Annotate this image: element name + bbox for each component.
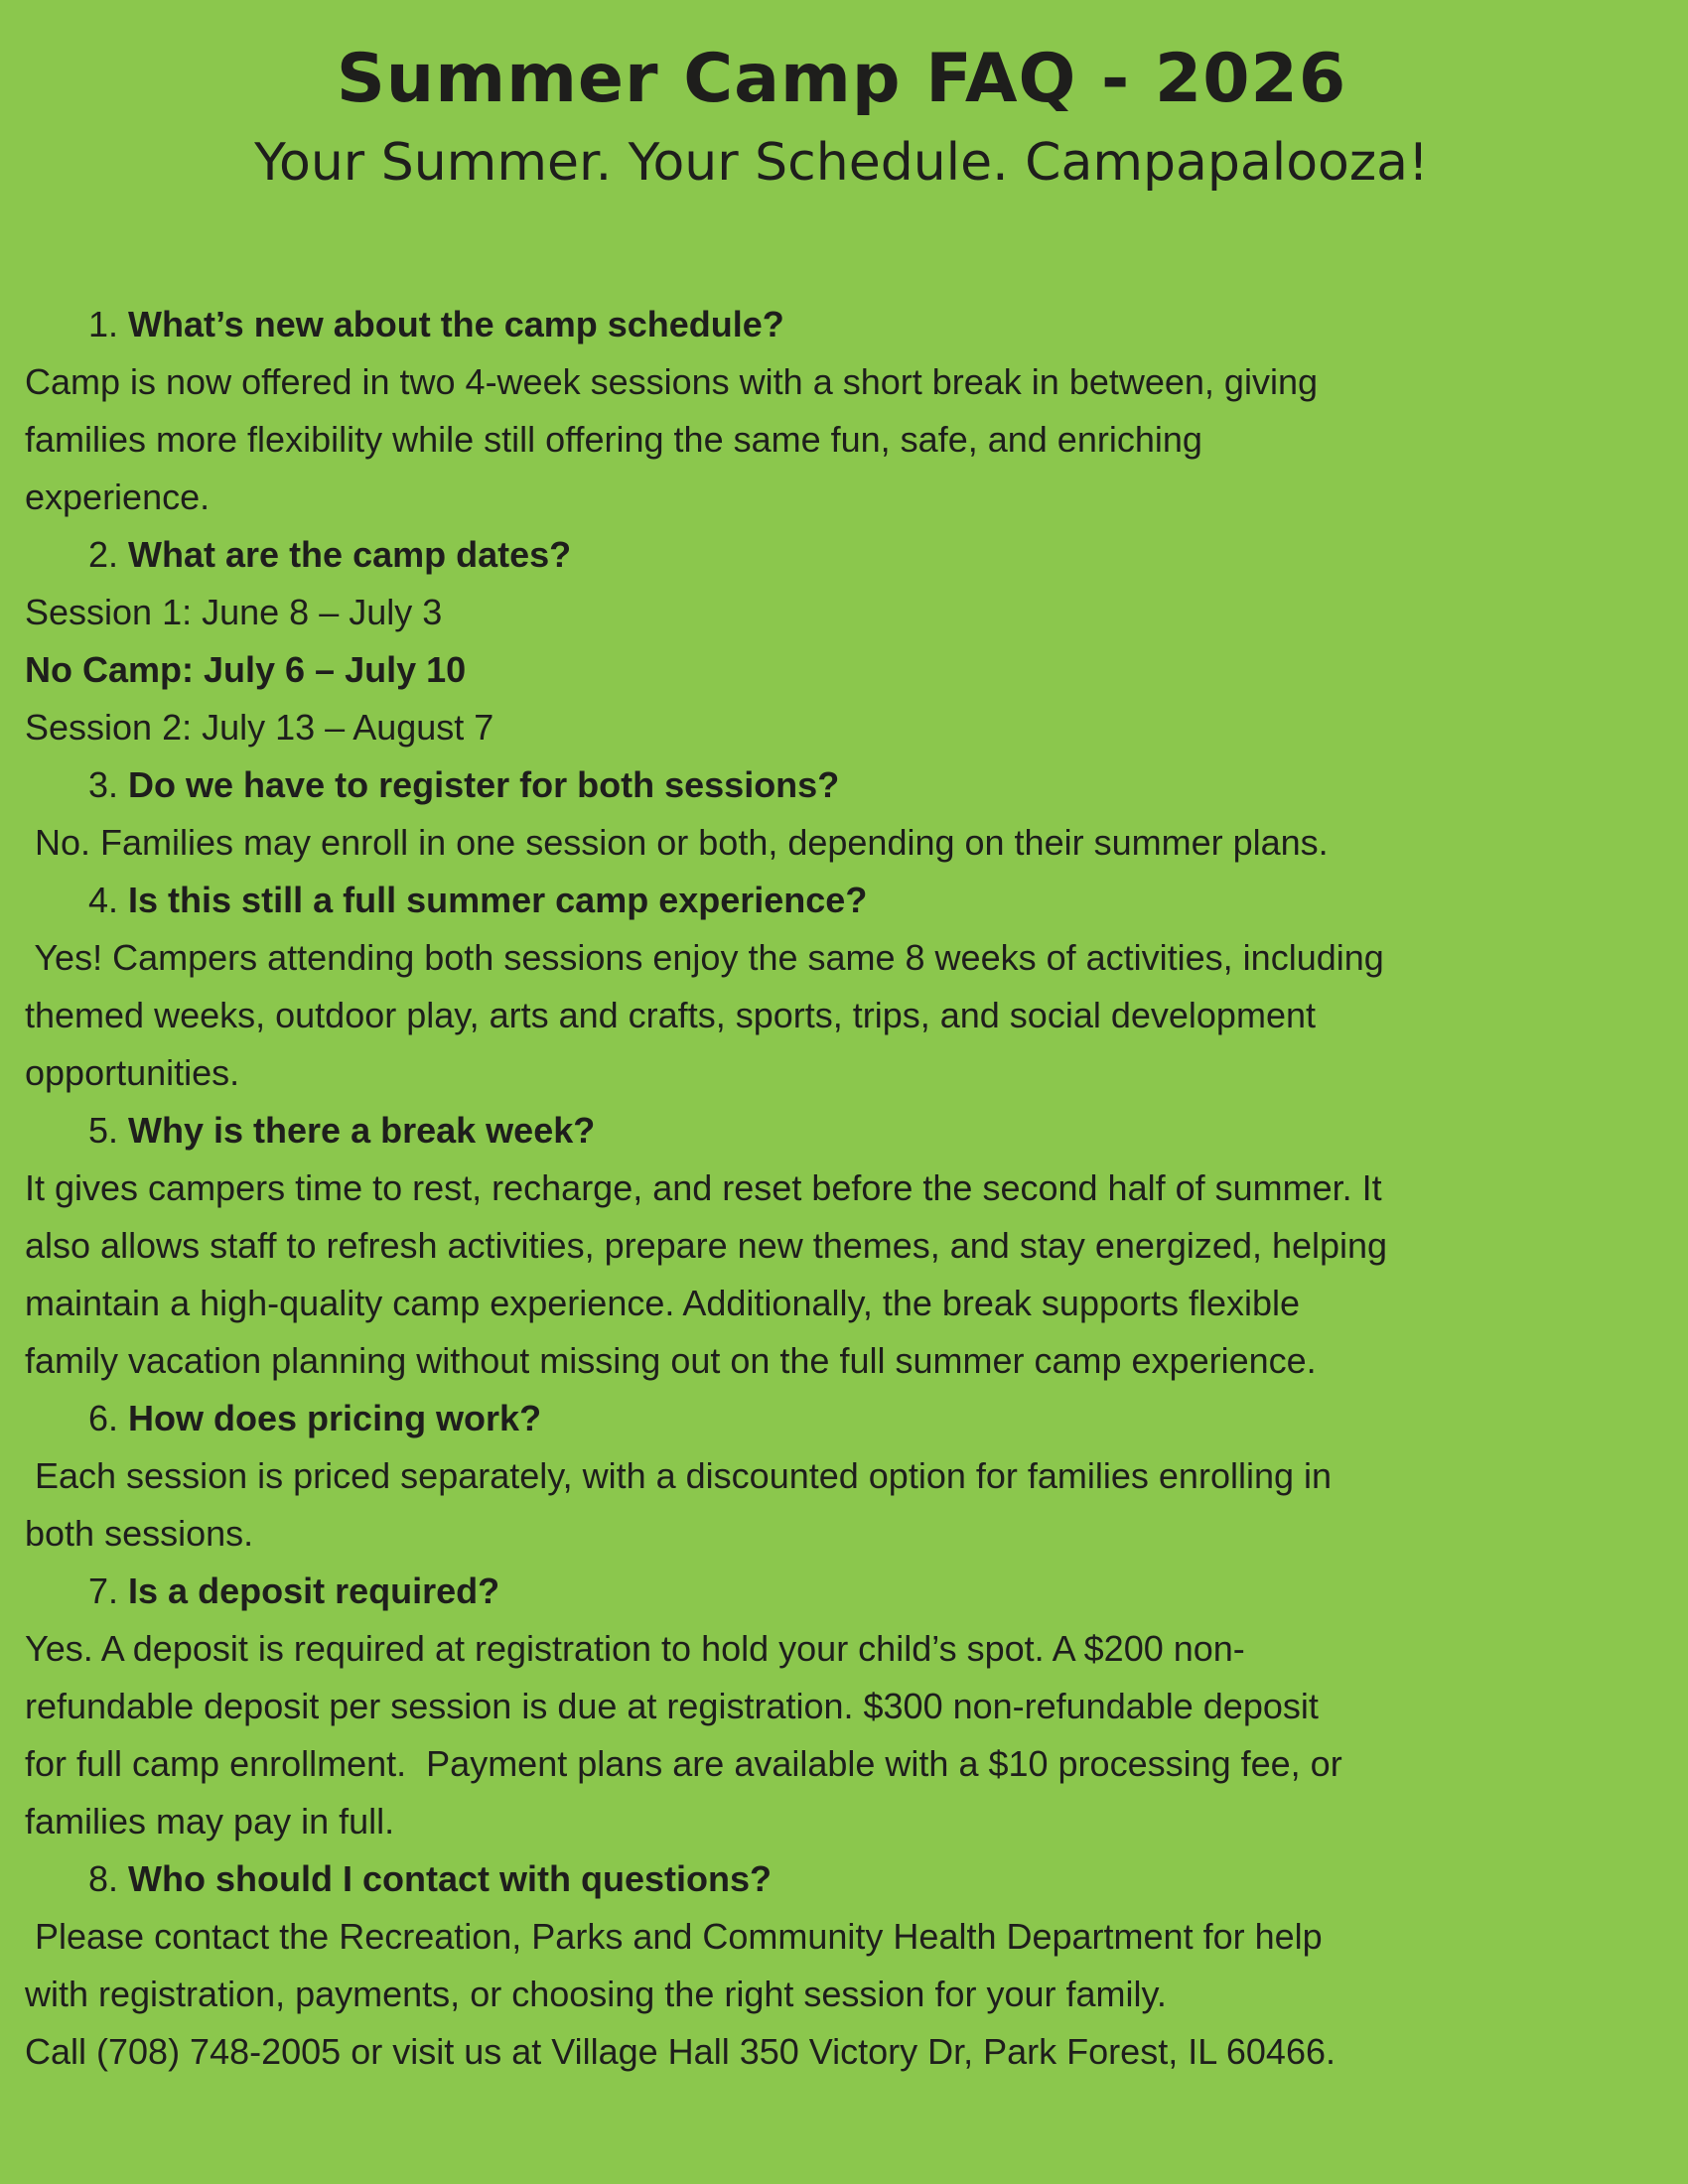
faq-question-text: Is a deposit required?	[128, 1570, 500, 1611]
faq-question-number: 5.	[88, 1110, 119, 1151]
faq-answer-line: both sessions.	[25, 1513, 254, 1554]
faq-question-number: 1.	[88, 304, 119, 344]
faq-answer	[25, 584, 1658, 756]
faq-answer	[25, 1620, 1658, 1850]
faq-answer-line: also allows staff to refresh activities, prepare new themes, and stay energized, helping	[25, 1225, 1388, 1266]
faq-question	[25, 526, 1658, 584]
faq-question-number: 2.	[88, 534, 119, 575]
faq-answer-line: Yes! Campers attending both sessions enjoy the same 8 weeks of activities, including	[25, 937, 1384, 978]
faq-answer	[25, 1908, 1658, 2081]
faq-item	[25, 1850, 1658, 2081]
faq-question-number: 8.	[88, 1858, 119, 1899]
faq-question	[25, 1850, 1658, 1908]
faq-item	[25, 756, 1658, 872]
faq-question-text: Why is there a break week?	[128, 1110, 596, 1151]
faq-question-number: 3.	[88, 764, 119, 805]
faq-question-number: 4.	[88, 880, 119, 920]
faq-answer-line: No. Families may enroll in one session or both, depending on their summer plans.	[25, 822, 1329, 863]
faq-answer	[25, 353, 1658, 526]
faq-question	[25, 296, 1658, 353]
faq-answer-line: for full camp enrollment. Payment plans are available with a $10 processing fee, or	[25, 1743, 1342, 1784]
faq-answer-line: families more flexibility while still offering the same fun, safe, and enriching	[25, 419, 1202, 460]
page-subtitle: Your Summer. Your Schedule. Campapalooza!	[254, 133, 1429, 193]
faq-answer	[25, 929, 1658, 1102]
faq-answer	[25, 1160, 1658, 1390]
faq-answer-line: Session 1: June 8 – July 3	[25, 592, 443, 632]
faq-question-text: Is this still a full summer camp experience?	[128, 880, 868, 920]
faq-question-text: How does pricing work?	[128, 1398, 542, 1438]
faq-answer-line: Camp is now offered in two 4-week sessions with a short break in between, giving	[25, 361, 1318, 402]
faq-question-text: What are the camp dates?	[128, 534, 572, 575]
faq-answer-line: refundable deposit per session is due at registration. $300 non-refundable deposit	[25, 1686, 1319, 1726]
faq-question-text: Do we have to register for both sessions?	[128, 764, 840, 805]
faq-item	[25, 1563, 1658, 1850]
faq-answer-line: No Camp: July 6 – July 10	[25, 649, 467, 690]
faq-answer-line: It gives campers time to rest, recharge, and reset before the second half of summer. It	[25, 1167, 1382, 1208]
faq-question	[25, 1390, 1658, 1447]
faq-answer-line: Session 2: July 13 – August 7	[25, 707, 494, 748]
faq-question	[25, 756, 1658, 814]
faq-item	[25, 1102, 1658, 1390]
faq-answer-line: with registration, payments, or choosing the right session for your family.	[25, 1974, 1167, 2014]
faq-item	[25, 526, 1658, 756]
faq-answer-line: Each session is priced separately, with a discounted option for families enrolling in	[25, 1455, 1333, 1496]
faq-question-text: Who should I contact with questions?	[128, 1858, 772, 1899]
faq-question-text: What’s new about the camp schedule?	[128, 304, 784, 344]
faq-question-number: 7.	[88, 1570, 119, 1611]
faq-question	[25, 872, 1658, 929]
faq-answer	[25, 1447, 1658, 1563]
faq-question-number: 6.	[88, 1398, 119, 1438]
faq-answer-line: family vacation planning without missing out on the full summer camp experience.	[25, 1340, 1317, 1381]
faq-question	[25, 1563, 1658, 1620]
page-title: Summer Camp FAQ - 2026	[336, 40, 1347, 118]
faq-item	[25, 1390, 1658, 1563]
faq-answer	[25, 814, 1658, 872]
faq-answer-line: opportunities.	[25, 1052, 240, 1093]
faq-question	[25, 1102, 1658, 1160]
faq-answer-line: Yes. A deposit is required at registration to hold your child’s spot. A $200 non-	[25, 1628, 1245, 1669]
faq-item	[25, 872, 1658, 1102]
faq-answer-line: families may pay in full.	[25, 1801, 395, 1842]
faq-list	[25, 296, 1658, 2081]
faq-answer-line: experience.	[25, 477, 211, 517]
faq-answer-line: Call (708) 748-2005 or visit us at Village Hall 350 Victory Dr, Park Forest, IL 60466.	[25, 2031, 1336, 2072]
faq-answer-line: Please contact the Recreation, Parks and Community Health Department for help	[25, 1916, 1323, 1957]
faq-item	[25, 296, 1658, 526]
faq-answer-line: themed weeks, outdoor play, arts and crafts, sports, trips, and social development	[25, 995, 1316, 1035]
faq-answer-line: maintain a high-quality camp experience. Additionally, the break supports flexible	[25, 1283, 1301, 1323]
